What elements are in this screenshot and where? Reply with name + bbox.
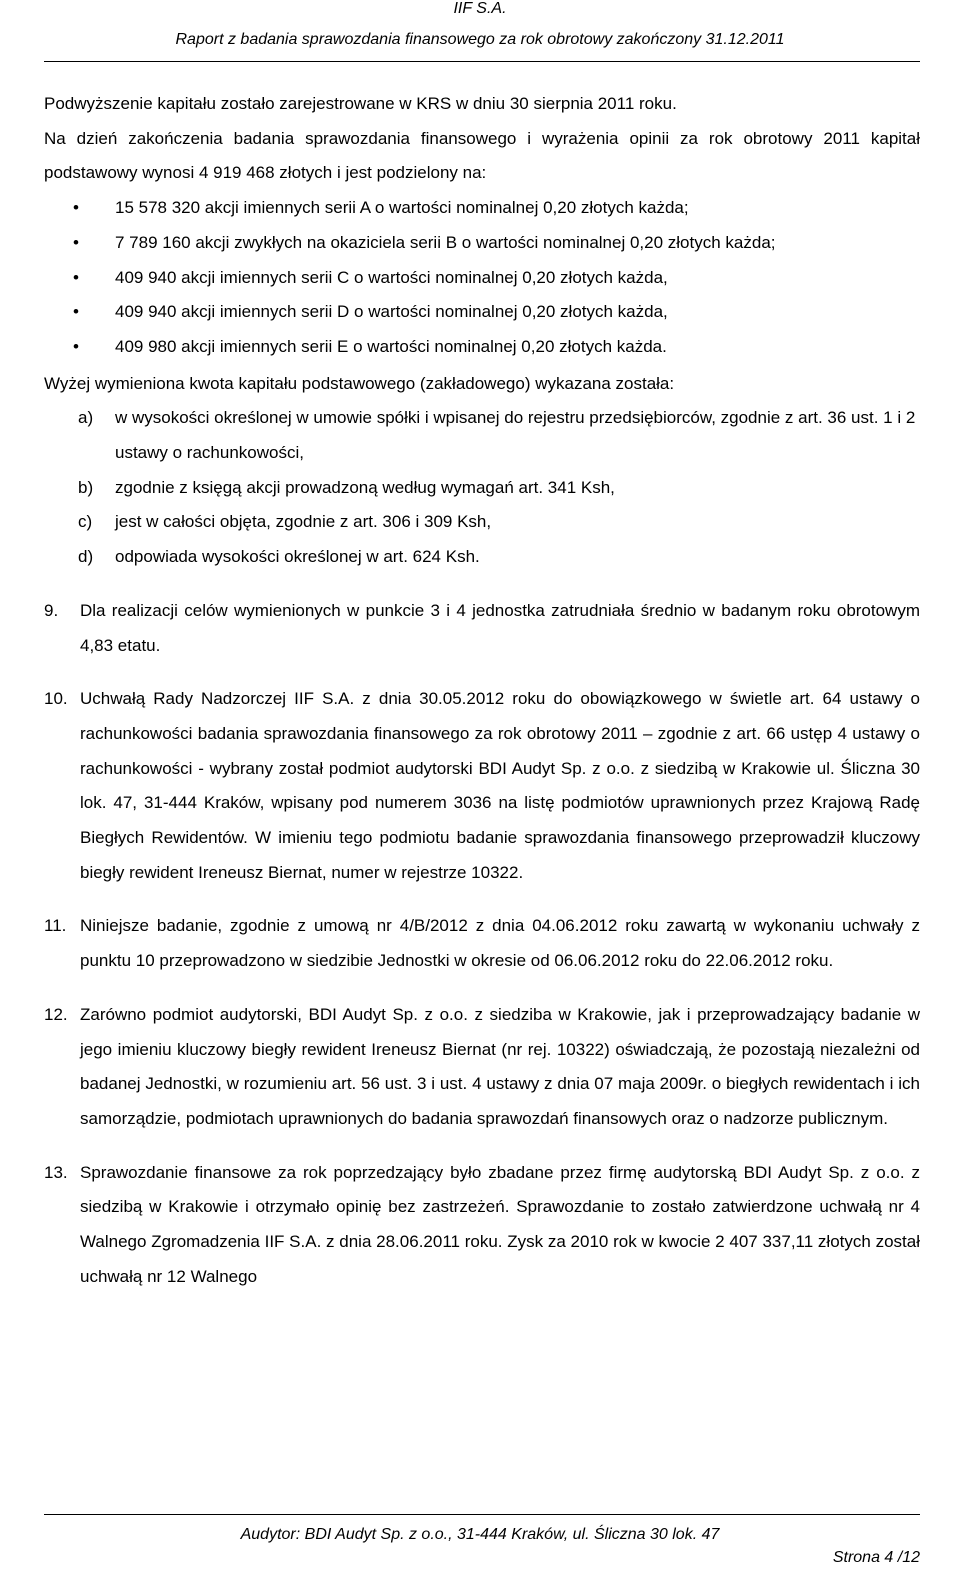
numbered-sections <box>44 594 920 1295</box>
section-12: 12. Zarówno podmiot audytorski, BDI Audyt Sp. z o.o. z siedziba w Krakowie, jak i przeprowadzający badanie w jego imieniu kluczowy biegły rewident Ireneusz Biernat (nr rej. 10322) oświadczają, że pozostają niezależni od badanej Jednostki, w rozumieniu art. 56 ust. 3 i ust. 4 ustawy z dnia 07 maja 2009r. o biegłych rewidentach i ich samorządzie, podmiotach uprawnionych do badania sprawozdań finansowych oraz o nadzorze publicznym. <box>44 1004 920 1128</box>
share-series-list <box>44 191 920 365</box>
capital-lead: Wyżej wymieniona kwota kapitału podstawowego (zakładowego) wykazana została: <box>44 373 675 393</box>
intro-paragraph-1: Podwyższenie kapitału zostało zarejestrowane w KRS w dniu 30 sierpnia 2011 roku. <box>44 94 677 113</box>
section-13: 13. Sprawozdanie finansowe za rok poprzedzający było zbadane przez firmę audytorską BDI Audyt Sp. z o.o. z siedzibą w Krakowie i otrzymało opinię bez zastrzeżeń. Sprawozdanie to zostało zatwierdzone uchwałą nr 4 Walnego Zgromadzenia IIF S.A. z dnia 28.06.2011 roku. Zysk za 2010 rok w kwocie 2 407 337,11 złotych został uchwałą nr 12 Walnego <box>44 1162 920 1286</box>
section-11: 11. Niniejsze badanie, zgodnie z umową nr 4/B/2012 z dnia 04.06.2012 roku zawartą w wykonaniu uchwały z punktu 10 przeprowadzono w siedzibie Jednostki w okresie od 06.06.2012 roku do 22.06.2012 roku. <box>44 916 920 971</box>
intro-paragraph-2: Na dzień zakończenia badania sprawozdania finansowego i wyrażenia opinii za rok obrotowy 2011 kapitał podstawowy wynosi 4 919 468 złotych i jest podzielony na: <box>44 128 920 183</box>
list-item: • 15 578 320 akcji imiennych serii A o wartości nominalnej 0,20 złotych każda; <box>44 191 920 226</box>
list-item: a) w wysokości określonej w umowie spółki i wpisanej do rejestru przedsiębiorców, zgodnie z art. 36 ust. 1 i 2 ustawy o rachunkowości, <box>78 408 916 463</box>
page-header <box>0 0 960 50</box>
list-item: b) zgodnie z księgą akcji prowadzoną według wymagań art. 341 Ksh, <box>78 477 615 497</box>
header-company: IIF S.A. <box>453 0 507 17</box>
page-number: Strona 4 /12 <box>832 1549 920 1566</box>
list-item: • 409 980 akcji imiennych serii E o wartości nominalnej 0,20 złotych każda. <box>44 330 920 365</box>
capital-list <box>44 401 920 575</box>
section-10: 10. Uchwałą Rady Nadzorczej IIF S.A. z dnia 30.05.2012 roku do obowiązkowego w świetle art. 64 ustawy o rachunkowości badania sprawozdania finansowego za rok obrotowy 2011 – zgodnie z art. 66 ustęp 4 ustawy o rachunkowości - wybrany został podmiot audytorski BDI Audyt Sp. z o.o. z siedzibą w Krakowie ul. Śliczna 30 lok. 47, 31-444 Kraków, wpisany pod numerem 3036 na listę podmiotów uprawnionych przez Krajową Radę Biegłych Rewidentów. W imieniu tego podmiotu badanie sprawozdania finansowego przeprowadził kluczowy biegły rewident Ireneusz Biernat, numer w rejestrze 10322. <box>44 689 920 882</box>
list-item: d) odpowiada wysokości określonej w art. 624 Ksh. <box>78 547 480 567</box>
list-item: c) jest w całości objęta, zgodnie z art. 306 i 309 Ksh, <box>78 512 492 532</box>
bullet-icon: • <box>73 336 79 356</box>
list-item: • 7 789 160 akcji zwykłych na okaziciela serii B o wartości nominalnej 0,20 złotych każda; <box>44 226 920 261</box>
header-report-title: Raport z badania sprawozdania finansowego za rok obrotowy zakończony 31.12.2011 <box>175 31 785 48</box>
list-item: • 409 940 akcji imiennych serii D o wartości nominalnej 0,20 złotych każda, <box>44 295 920 330</box>
footer-auditor: Audytor: BDI Audyt Sp. z o.o., 31-444 Kraków, ul. Śliczna 30 lok. 47 <box>240 1526 720 1543</box>
footer-divider <box>44 1514 920 1515</box>
list-item: • 409 940 akcji imiennych serii C o wartości nominalnej 0,20 złotych każda, <box>44 261 920 296</box>
section-9: 9. Dla realizacji celów wymienionych w punkcie 3 i 4 jednostka zatrudniała średnio w badanym roku obrotowym 4,83 etatu. <box>44 600 920 655</box>
bullet-icon: • <box>73 232 79 252</box>
bullet-icon: • <box>73 198 79 218</box>
header-divider <box>44 61 920 62</box>
bullet-icon: • <box>73 267 79 287</box>
page-content <box>44 87 920 1295</box>
bullet-icon: • <box>73 302 79 322</box>
